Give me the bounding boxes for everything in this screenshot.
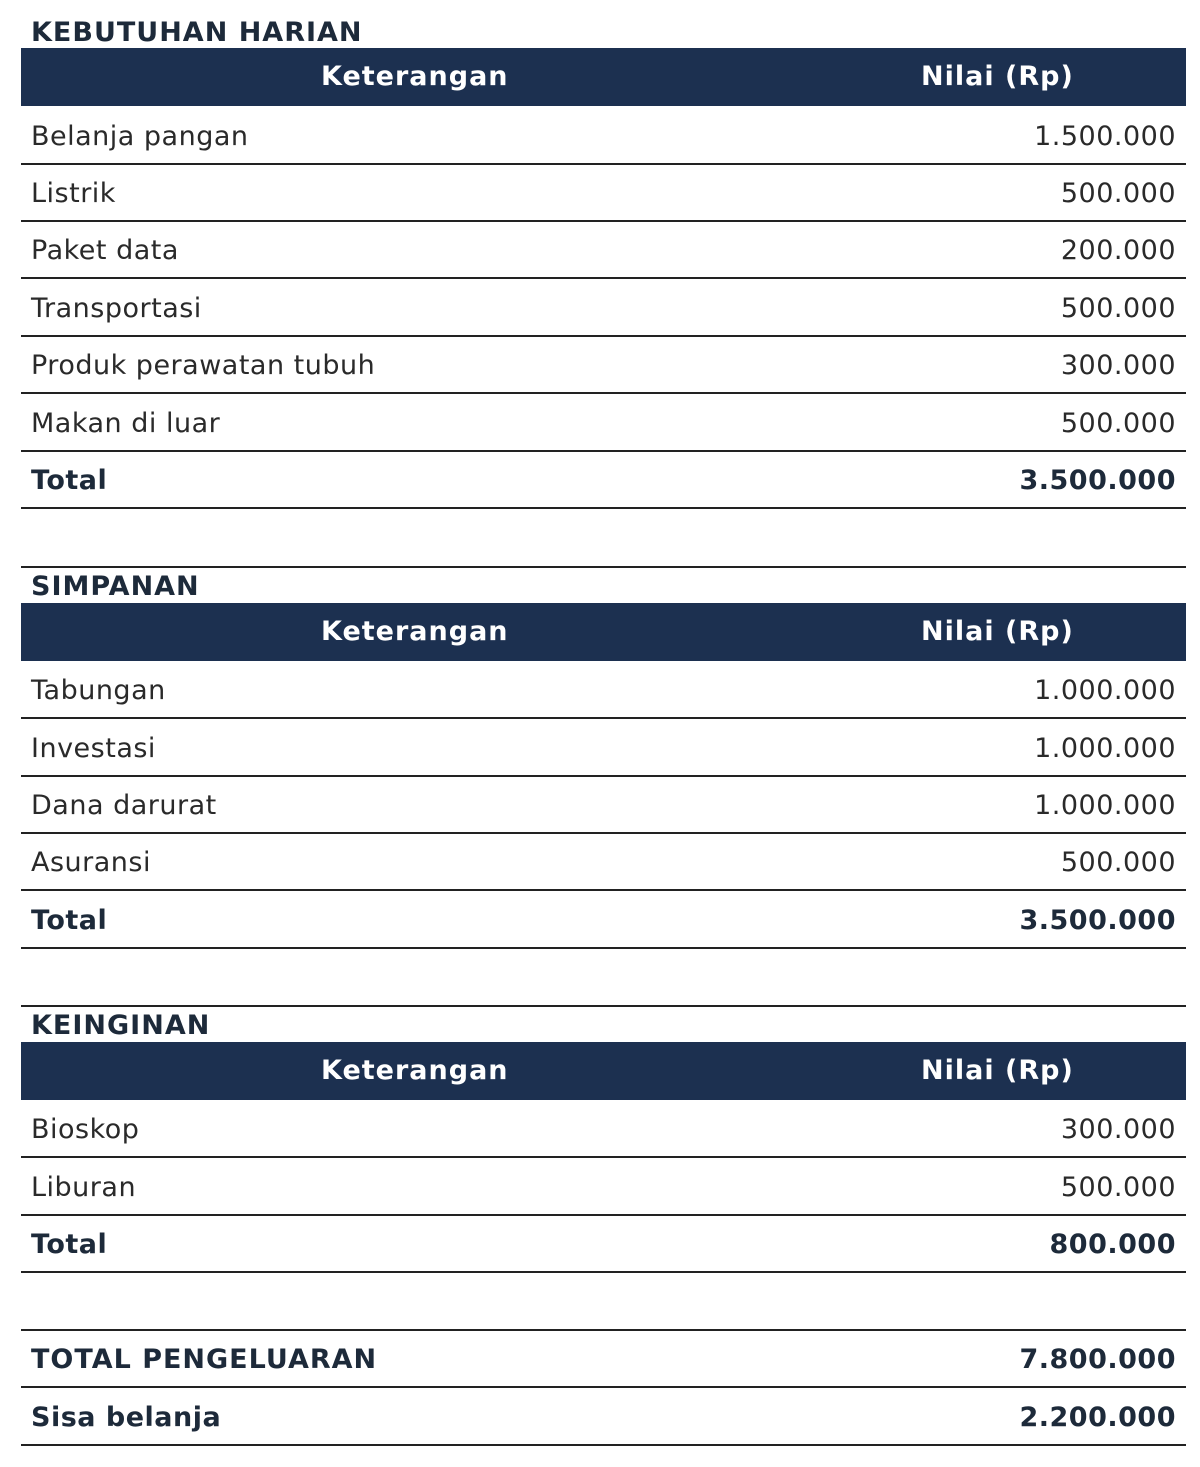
sisa-belanja-value: 2.200.000 — [1019, 1402, 1176, 1433]
table-header — [21, 48, 1186, 106]
total-label: Total — [31, 1229, 108, 1260]
table-row — [21, 108, 1186, 165]
row-label: Listrik — [31, 178, 116, 209]
row-value: 500.000 — [1060, 847, 1176, 878]
section-title-keinginan: KEINGINAN — [31, 1010, 211, 1041]
table-row — [21, 777, 1186, 834]
table-row — [21, 720, 1186, 777]
row-value: 1.000.000 — [1034, 790, 1176, 821]
row-label: Paket data — [31, 235, 179, 266]
row-label: Investasi — [31, 733, 156, 764]
section-divider — [21, 566, 1186, 568]
row-label: Makan di luar — [31, 408, 221, 439]
total-value: 800.000 — [1049, 1229, 1176, 1260]
sisa-belanja-label: Sisa belanja — [31, 1402, 222, 1433]
column-header-nilai: Nilai (Rp) — [921, 61, 1074, 92]
table-row — [21, 165, 1186, 222]
total-pengeluaran-value: 7.800.000 — [1019, 1344, 1176, 1375]
row-value: 500.000 — [1060, 408, 1176, 439]
total-row — [21, 1216, 1186, 1273]
table-row — [21, 337, 1186, 394]
total-value: 3.500.000 — [1019, 905, 1176, 936]
total-pengeluaran-label: TOTAL PENGELUARAN — [31, 1344, 378, 1375]
table-row — [21, 834, 1186, 891]
row-value: 500.000 — [1060, 1172, 1176, 1203]
row-value: 500.000 — [1060, 293, 1176, 324]
row-label: Transportasi — [31, 293, 202, 324]
table-row — [21, 280, 1186, 337]
section-divider — [21, 1005, 1186, 1007]
total-value: 3.500.000 — [1019, 465, 1176, 496]
section-title-kebutuhan-harian: KEBUTUHAN HARIAN — [31, 17, 363, 48]
row-value: 1.000.000 — [1034, 733, 1176, 764]
table-row — [21, 1101, 1186, 1158]
table-row — [21, 662, 1186, 719]
total-label: Total — [31, 465, 108, 496]
row-label: Bioskop — [31, 1114, 140, 1145]
table-row — [21, 1159, 1186, 1216]
column-header-nilai: Nilai (Rp) — [921, 616, 1074, 647]
column-header-keterangan: Keterangan — [321, 616, 509, 647]
row-label: Asuransi — [31, 847, 151, 878]
total-pengeluaran-row — [21, 1331, 1186, 1388]
row-label: Tabungan — [31, 675, 166, 706]
row-value: 1.000.000 — [1034, 675, 1176, 706]
row-label: Belanja pangan — [31, 121, 249, 152]
section-title-simpanan: SIMPANAN — [31, 571, 200, 602]
row-value: 1.500.000 — [1034, 121, 1176, 152]
table-header — [21, 1042, 1186, 1100]
column-header-keterangan: Keterangan — [321, 1055, 509, 1086]
row-label: Liburan — [31, 1172, 137, 1203]
table-row — [21, 395, 1186, 452]
row-value: 500.000 — [1060, 178, 1176, 209]
table-row — [21, 222, 1186, 279]
row-label: Produk perawatan tubuh — [31, 350, 376, 381]
column-header-nilai: Nilai (Rp) — [921, 1055, 1074, 1086]
table-header — [21, 603, 1186, 661]
row-label: Dana darurat — [31, 790, 217, 821]
row-value: 300.000 — [1060, 1114, 1176, 1145]
total-row — [21, 452, 1186, 509]
sisa-belanja-row — [21, 1389, 1186, 1446]
total-label: Total — [31, 905, 108, 936]
row-value: 300.000 — [1060, 350, 1176, 381]
total-row — [21, 892, 1186, 949]
column-header-keterangan: Keterangan — [321, 61, 509, 92]
row-value: 200.000 — [1060, 235, 1176, 266]
